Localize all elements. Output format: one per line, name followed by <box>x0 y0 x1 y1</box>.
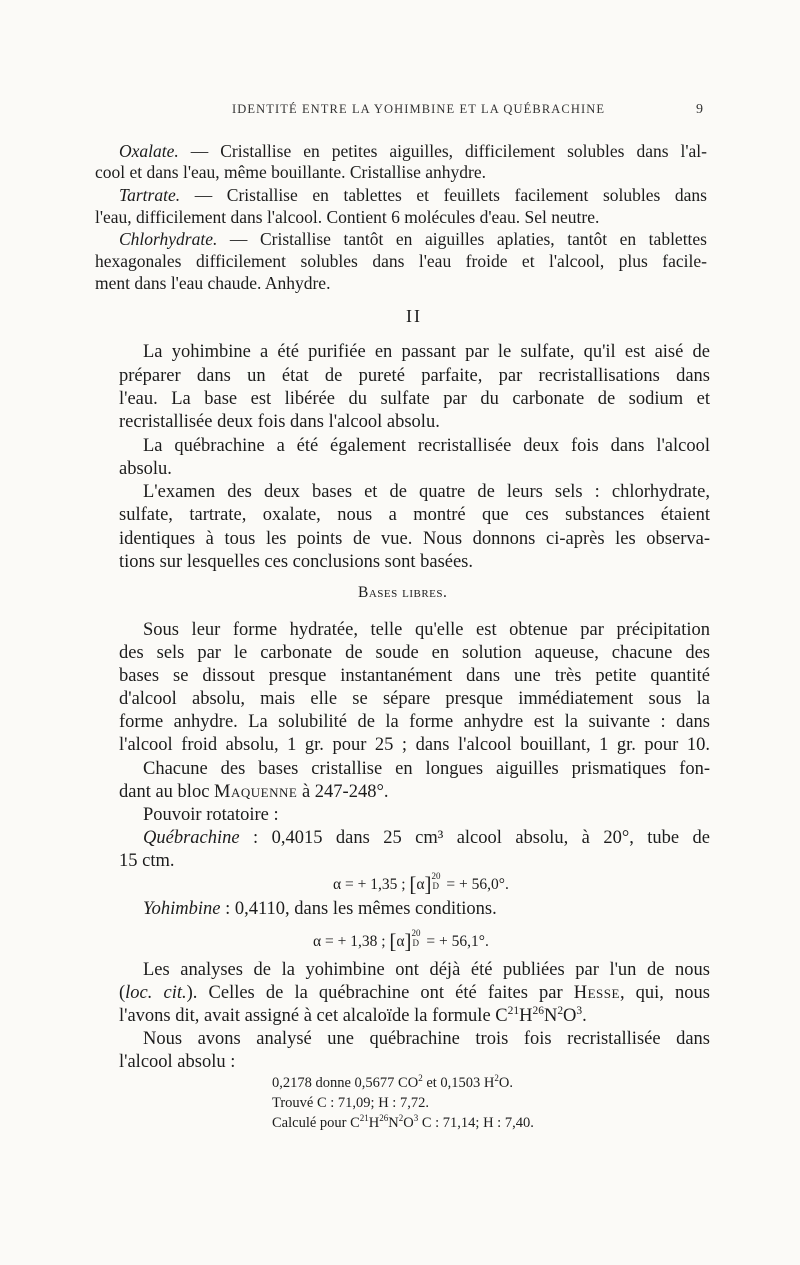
yohimbine-line-1: Yohimbine : 0,4110, dans les mêmes conditions. <box>143 899 497 919</box>
analyses-line-1: Les analyses de la yohimbine ont déjà été publiées par l'un de nous <box>143 960 710 980</box>
running-header: IDENTITÉ ENTRE LA YOHIMBINE ET LA QUÉBRACHINE <box>232 102 606 116</box>
para3-line-4: tions sur lesquelles ces conclusions sont basées. <box>119 552 474 572</box>
bases-p1-line-2: des sels par le carbonate de soude en solution aqueuse, chacune des <box>119 643 710 663</box>
quebrachine-equation: α = + 1,35 ; [α] 20 D = + 56,0°. <box>333 871 509 896</box>
result-line-3: Calculé pour $C^{21}H^{26}N^2O^3$ C : 71,14; H : 7,40. <box>272 1113 534 1131</box>
para1-line-2: préparer dans un état de pureté parfaite, par recristallisations dans <box>119 366 710 386</box>
bases-p1-line-3: bases se dissout presque instantanément dans une très petite quantité <box>119 666 710 686</box>
quebrachine-line-2: 15 ctm. <box>119 851 175 871</box>
analyses-line-2: (loc. cit.). Celles de la québrachine ont été faites par Hesse, qui, nous <box>119 983 710 1003</box>
para1-line-4: recristallisée deux fois dans l'alcool absolu. <box>119 412 440 432</box>
bases-p1-line-5: forme anhydre. La solubilité de la forme anhydre est la suivante : dans <box>119 712 710 732</box>
bases-p1-line-6: l'alcool froid absolu, 1 gr. pour 25 ; dans l'alcool bouillant, 1 gr. pour 10. <box>119 735 710 755</box>
chlorhydrate-line-1: Chlorhydrate. — Cristallise tantôt en aiguilles aplaties, tantôt en tablettes <box>119 229 707 249</box>
author-hesse: Hesse <box>573 983 620 1003</box>
analyses-line-4: Nous avons analysé une québrachine trois fois recristallisée dans <box>143 1029 710 1049</box>
result-line-1: 0,2178 donne 0,5677 $CO^2$ et 0,1503 $H^2O$. <box>272 1073 514 1091</box>
chlorhydrate-line-2: hexagonales difficilement solubles dans l'eau froide et l'alcool, plus facile- <box>95 251 707 271</box>
tartrate-line-1: Tartrate. — Cristallise en tablettes et feuillets facilement solubles dans <box>119 185 707 205</box>
para3-line-2: sulfate, tartrate, oxalate, nous a montré que ces substances étaient <box>119 505 710 525</box>
quebrachine-line-1: Québrachine : 0,4015 dans 25 cm³ alcool absolu, à 20°, tube de <box>143 828 710 848</box>
analyses-line-5: l'alcool absolu : <box>119 1052 236 1072</box>
result-line-2: Trouvé C : 71,09; H : 7,72. <box>272 1095 429 1111</box>
oxalate-line-1: Oxalate. — Cristallise en petites aiguilles, difficilement solubles dans l'al- <box>119 141 707 161</box>
bases-p2-line-1: Chacune des bases cristallise en longues aiguilles prismatiques fon- <box>143 759 710 779</box>
section-number: II <box>406 306 422 326</box>
bases-p2-line-2: dant au bloc Maquenne à 247-248°. <box>119 782 389 802</box>
subheading-bases-libres: Bases libres. <box>358 584 448 601</box>
rotation-label: Pouvoir rotatoire : <box>143 805 279 825</box>
yohimbine-equation: α = + 1,38 ; [α] 20 D = + 56,1°. <box>313 928 489 953</box>
para2-line-2: absolu. <box>119 459 172 479</box>
para2-line-1: La québrachine a été également recristallisée deux fois dans l'alcool <box>143 436 710 456</box>
para1-line-1: La yohimbine a été purifiée en passant par le sulfate, qu'il est aisé de <box>143 342 710 362</box>
bases-p1-line-1: Sous leur forme hydratée, telle qu'elle est obtenue par précipitation <box>143 620 710 640</box>
para3-line-3: identiques à tous les points de vue. Nous donnons ci-après les observa- <box>119 529 710 549</box>
bases-p1-line-4: d'alcool absolu, mais elle se sépare presque immédiatement sous la <box>119 689 710 709</box>
analyses-line-3: l'avons dit, avait assigné à cet alcaloïde la formule $C^{21}H^{26}N^2O^3$. <box>119 1004 587 1026</box>
para1-line-3: l'eau. La base est libérée du sulfate par du carbonate de sodium et <box>119 389 710 409</box>
page-number: 9 <box>696 102 703 117</box>
para3-line-1: L'examen des deux bases et de quatre de leurs sels : chlorhydrate, <box>143 482 710 502</box>
tartrate-line-2: l'eau, difficilement dans l'alcool. Contient 6 molécules d'eau. Sel neutre. <box>95 207 600 227</box>
chlorhydrate-line-3: ment dans l'eau chaude. Anhydre. <box>95 273 331 293</box>
author-maquenne: Maquenne <box>214 782 298 802</box>
oxalate-line-2: cool et dans l'eau, même bouillante. Cristallise anhydre. <box>95 162 486 182</box>
